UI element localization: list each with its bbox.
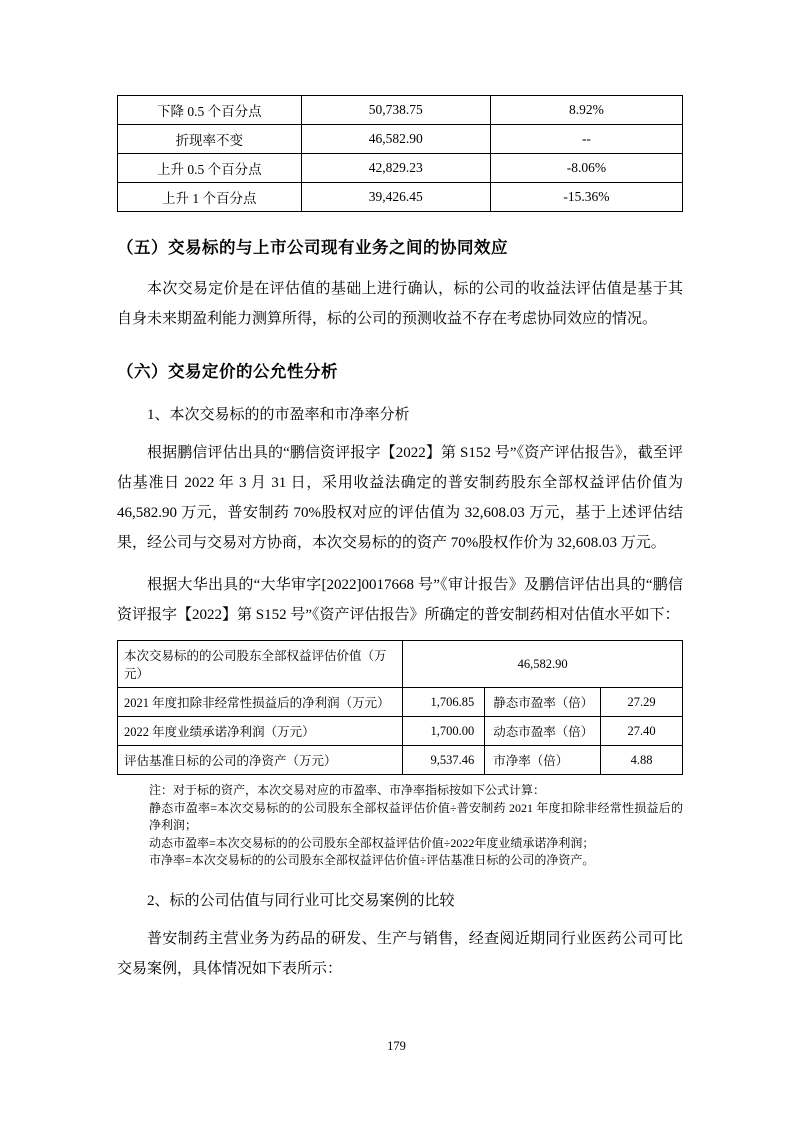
table-cell: 1,706.85 [403,688,485,717]
table-row [118,96,683,125]
sensitivity-table [117,95,683,212]
comparable-paragraph: 普安制药主营业务为药品的研发、生产与销售，经查阅近期同行业医药公司可比交易案例，具体情况如下表所示： [117,930,683,977]
table-cell: 9,537.46 [403,746,485,775]
table-cell: 上升 1 个百分点 [118,183,302,212]
table-cell: 27.40 [601,717,683,746]
table-row [118,717,683,746]
item-2-heading: 2、标的公司估值与同行业可比交易案例的比较 [147,892,455,909]
table-cell: 本次交易标的的公司股东全部权益评估价值（万元） [118,641,403,688]
table-cell: 下降 0.5 个百分点 [118,96,302,125]
table-cell: 50,738.75 [301,96,490,125]
table-row [118,746,683,775]
page-number: 179 [387,1039,406,1053]
valuation-paragraph: 根据鹏信评估出具的“鹏信资评报字【2022】第 S152 号”《资产评估报告》，截至评估基准日 2022 年 3 月 31 日，采用收益法确定的普安制药股东全部权益评估价值为 46,582.90 万元，普安制药 70%股权对应的评估值为 32,608.03 万元，基于上述评估结果，经公司与交易对方协商，本次交易标的的资产 70%股权作价为 32,608.03 万元。 [117,445,683,551]
section-6-heading: （六）交易定价的公允性分析 [117,363,338,381]
table-notes [149,782,683,870]
table-cell: 42,829.23 [301,154,490,183]
table-row [118,641,683,688]
table-cell: 2021 年度扣除非经常性损益后的净利润（万元） [118,688,403,717]
table-cell: -8.06% [490,154,682,183]
table-cell: 动态市盈率（倍） [485,717,601,746]
table-cell: -- [490,125,682,154]
note-line: 注：对于标的资产，本次交易对应的市盈率、市净率指标按如下公式计算： [149,783,546,797]
table-cell: 39,426.45 [301,183,490,212]
section-5-heading: （五）交易标的与上市公司现有业务之间的协同效应 [117,239,508,257]
table-cell: -15.36% [490,183,682,212]
section-5-paragraph: 本次交易定价是在评估值的基础上进行确认，标的公司的收益法评估值是基于其自身未来期盈利能力测算所得，标的公司的预测收益不存在考虑协同效应的情况。 [117,281,683,327]
table-row [118,154,683,183]
table-row [118,183,683,212]
table-cell: 8.92% [490,96,682,125]
table-cell: 2022 年度业绩承诺净利润（万元） [118,717,403,746]
table-cell: 市净率（倍） [485,746,601,775]
table-cell: 27.29 [601,688,683,717]
valuation-table [117,640,683,775]
table-row [118,125,683,154]
reports-paragraph: 根据大华出具的“大华审字[2022]0017668 号”《审计报告》及鹏信评估出具的“鹏信资评报字【2022】第 S152 号”《资产评估报告》所确定的普安制药相对估值水平如下： [117,577,683,623]
table-row [118,688,683,717]
table-cell: 1,700.00 [403,717,485,746]
note-line: 静态市盈率=本次交易标的的公司股东全部权益评估价值÷普安制药 2021 年度扣除非经常性损益后的净利润； [149,800,683,832]
note-line: 市净率=本次交易标的的公司股东全部权益评估价值÷评估基准日标的公司的净资产。 [149,853,595,867]
note-line: 动态市盈率=本次交易标的的公司股东全部权益评估价值÷2022年度业绩承诺净利润； [149,835,595,850]
table-cell: 折现率不变 [118,125,302,154]
table-cell: 46,582.90 [403,641,683,688]
table-cell: 46,582.90 [301,125,490,154]
table-cell: 上升 0.5 个百分点 [118,154,302,183]
item-1-heading: 1、本次交易标的的市盈率和市净率分析 [147,407,410,423]
table-cell: 评估基准日标的公司的净资产（万元） [118,746,403,775]
table-cell: 4.88 [601,746,683,775]
table-cell: 静态市盈率（倍） [485,688,601,717]
